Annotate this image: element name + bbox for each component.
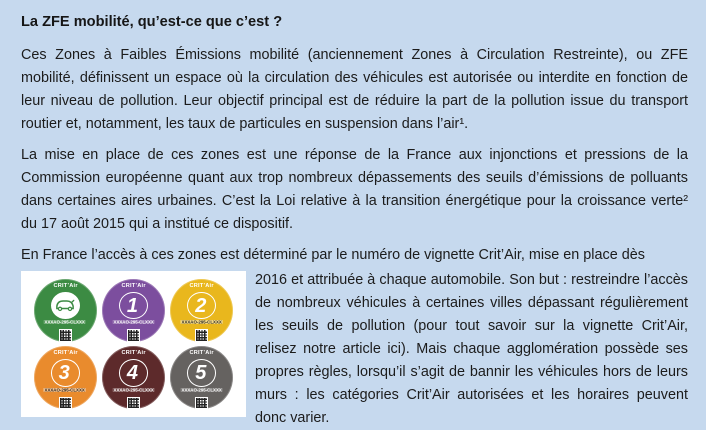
vignette-plate-number: XXXAO-295-CLXXX [44, 387, 86, 393]
vignette-number: 5 [195, 362, 207, 385]
critair-brand-label: CRIT’Air [52, 349, 78, 356]
critair-section [21, 271, 688, 430]
critair-vignette-2 [170, 279, 233, 342]
vignette-number: 3 [58, 362, 70, 385]
paragraph-zfe-definition: Ces Zones à Faibles Émissions mobilité (anciennement Zones à Circulation Restreinte), ou ZFE mobilité, définissent un espace où la circulation des véhicules est autorisée ou interdite en fonction de leur niveau de pollution. Leur objectif principal est de réduire la part de la pollution issue du transport routier et, notamment, les taux de particules en suspension dans l’air¹. [21, 47, 688, 132]
paragraph-critair-rest: 2016 et attribuée à chaque automobile. Son but : restreindre l’accès de nombreux véhicules à certaines villes dépassant régulièrement les seuils de pollution (pour tout savoir sur la vignette Crit’Air, relisez notre article ici). Mais chaque agglomération possède ses propres règles, lorsqu’il s’agit de bannir les véhicules hors de leurs murs : les catégories Crit’Air autorisées et les horaires peuvent donc varier. [255, 272, 688, 426]
critair-brand-label: CRIT’Air [121, 349, 146, 356]
critair-brand-label: CRIT’Air [52, 281, 78, 288]
qr-code-icon [59, 397, 72, 409]
qr-code-icon [195, 397, 208, 409]
qr-code-icon [127, 329, 140, 341]
vignette-number: 4 [126, 362, 139, 385]
critair-vignette-5 [170, 346, 233, 409]
critair-brand-label: CRIT’Air [189, 281, 214, 288]
critair-vignette-1 [102, 279, 165, 342]
qr-code-icon [195, 329, 208, 341]
paragraph-commission-europeenne: La mise en place de ces zones est une réponse de la France aux injonctions et pressions de la Commission européenne quant aux trop nombreux dépassements des seuils d’émissions de polluants dans certaines aires urbaines. C’est la Loi relative à la transition énergétique pour la croissance verte² du 17 août 2015 qui a institué ce dispositif. [21, 147, 688, 232]
qr-code-icon [127, 397, 140, 409]
vignette-plate-number: XXXAO-295-CLXXX [113, 387, 154, 393]
critair-brand-label: CRIT’Air [121, 281, 146, 288]
vignette-plate-number: XXXAO-295-CLXXX [181, 387, 223, 393]
paragraph-critair-first-line: En France l’accès à ces zones est déterminé par le numéro de vignette Crit’Air, mise en place dès [21, 247, 645, 263]
vignette-inner-circle [119, 359, 148, 387]
vignette-inner-circle [187, 359, 216, 387]
qr-code-icon [59, 329, 72, 341]
vignette-inner-circle [51, 359, 80, 387]
vignette-inner-circle [51, 292, 80, 320]
critair-brand-label: CRIT’Air [189, 349, 214, 356]
vignette-number: 1 [126, 294, 139, 317]
critair-vignettes-image [21, 271, 246, 417]
critair-vignette-electric [34, 279, 97, 342]
vignette-inner-circle [187, 292, 216, 320]
critair-vignette-4 [102, 346, 165, 409]
critair-vignette-3 [34, 346, 97, 409]
vignette-inner-circle [119, 292, 148, 320]
vignette-plate-number: XXXAO-295-CLXXX [181, 319, 223, 325]
electric-car-icon [55, 299, 75, 313]
vignette-plate-number: XXXAO-295-CLXXX [113, 319, 154, 325]
vignette-number: 2 [195, 294, 207, 317]
vignette-plate-number: XXXAO-295-CLXXX [44, 319, 86, 325]
article-title: La ZFE mobilité, qu’est-ce que c’est ? [21, 14, 283, 30]
